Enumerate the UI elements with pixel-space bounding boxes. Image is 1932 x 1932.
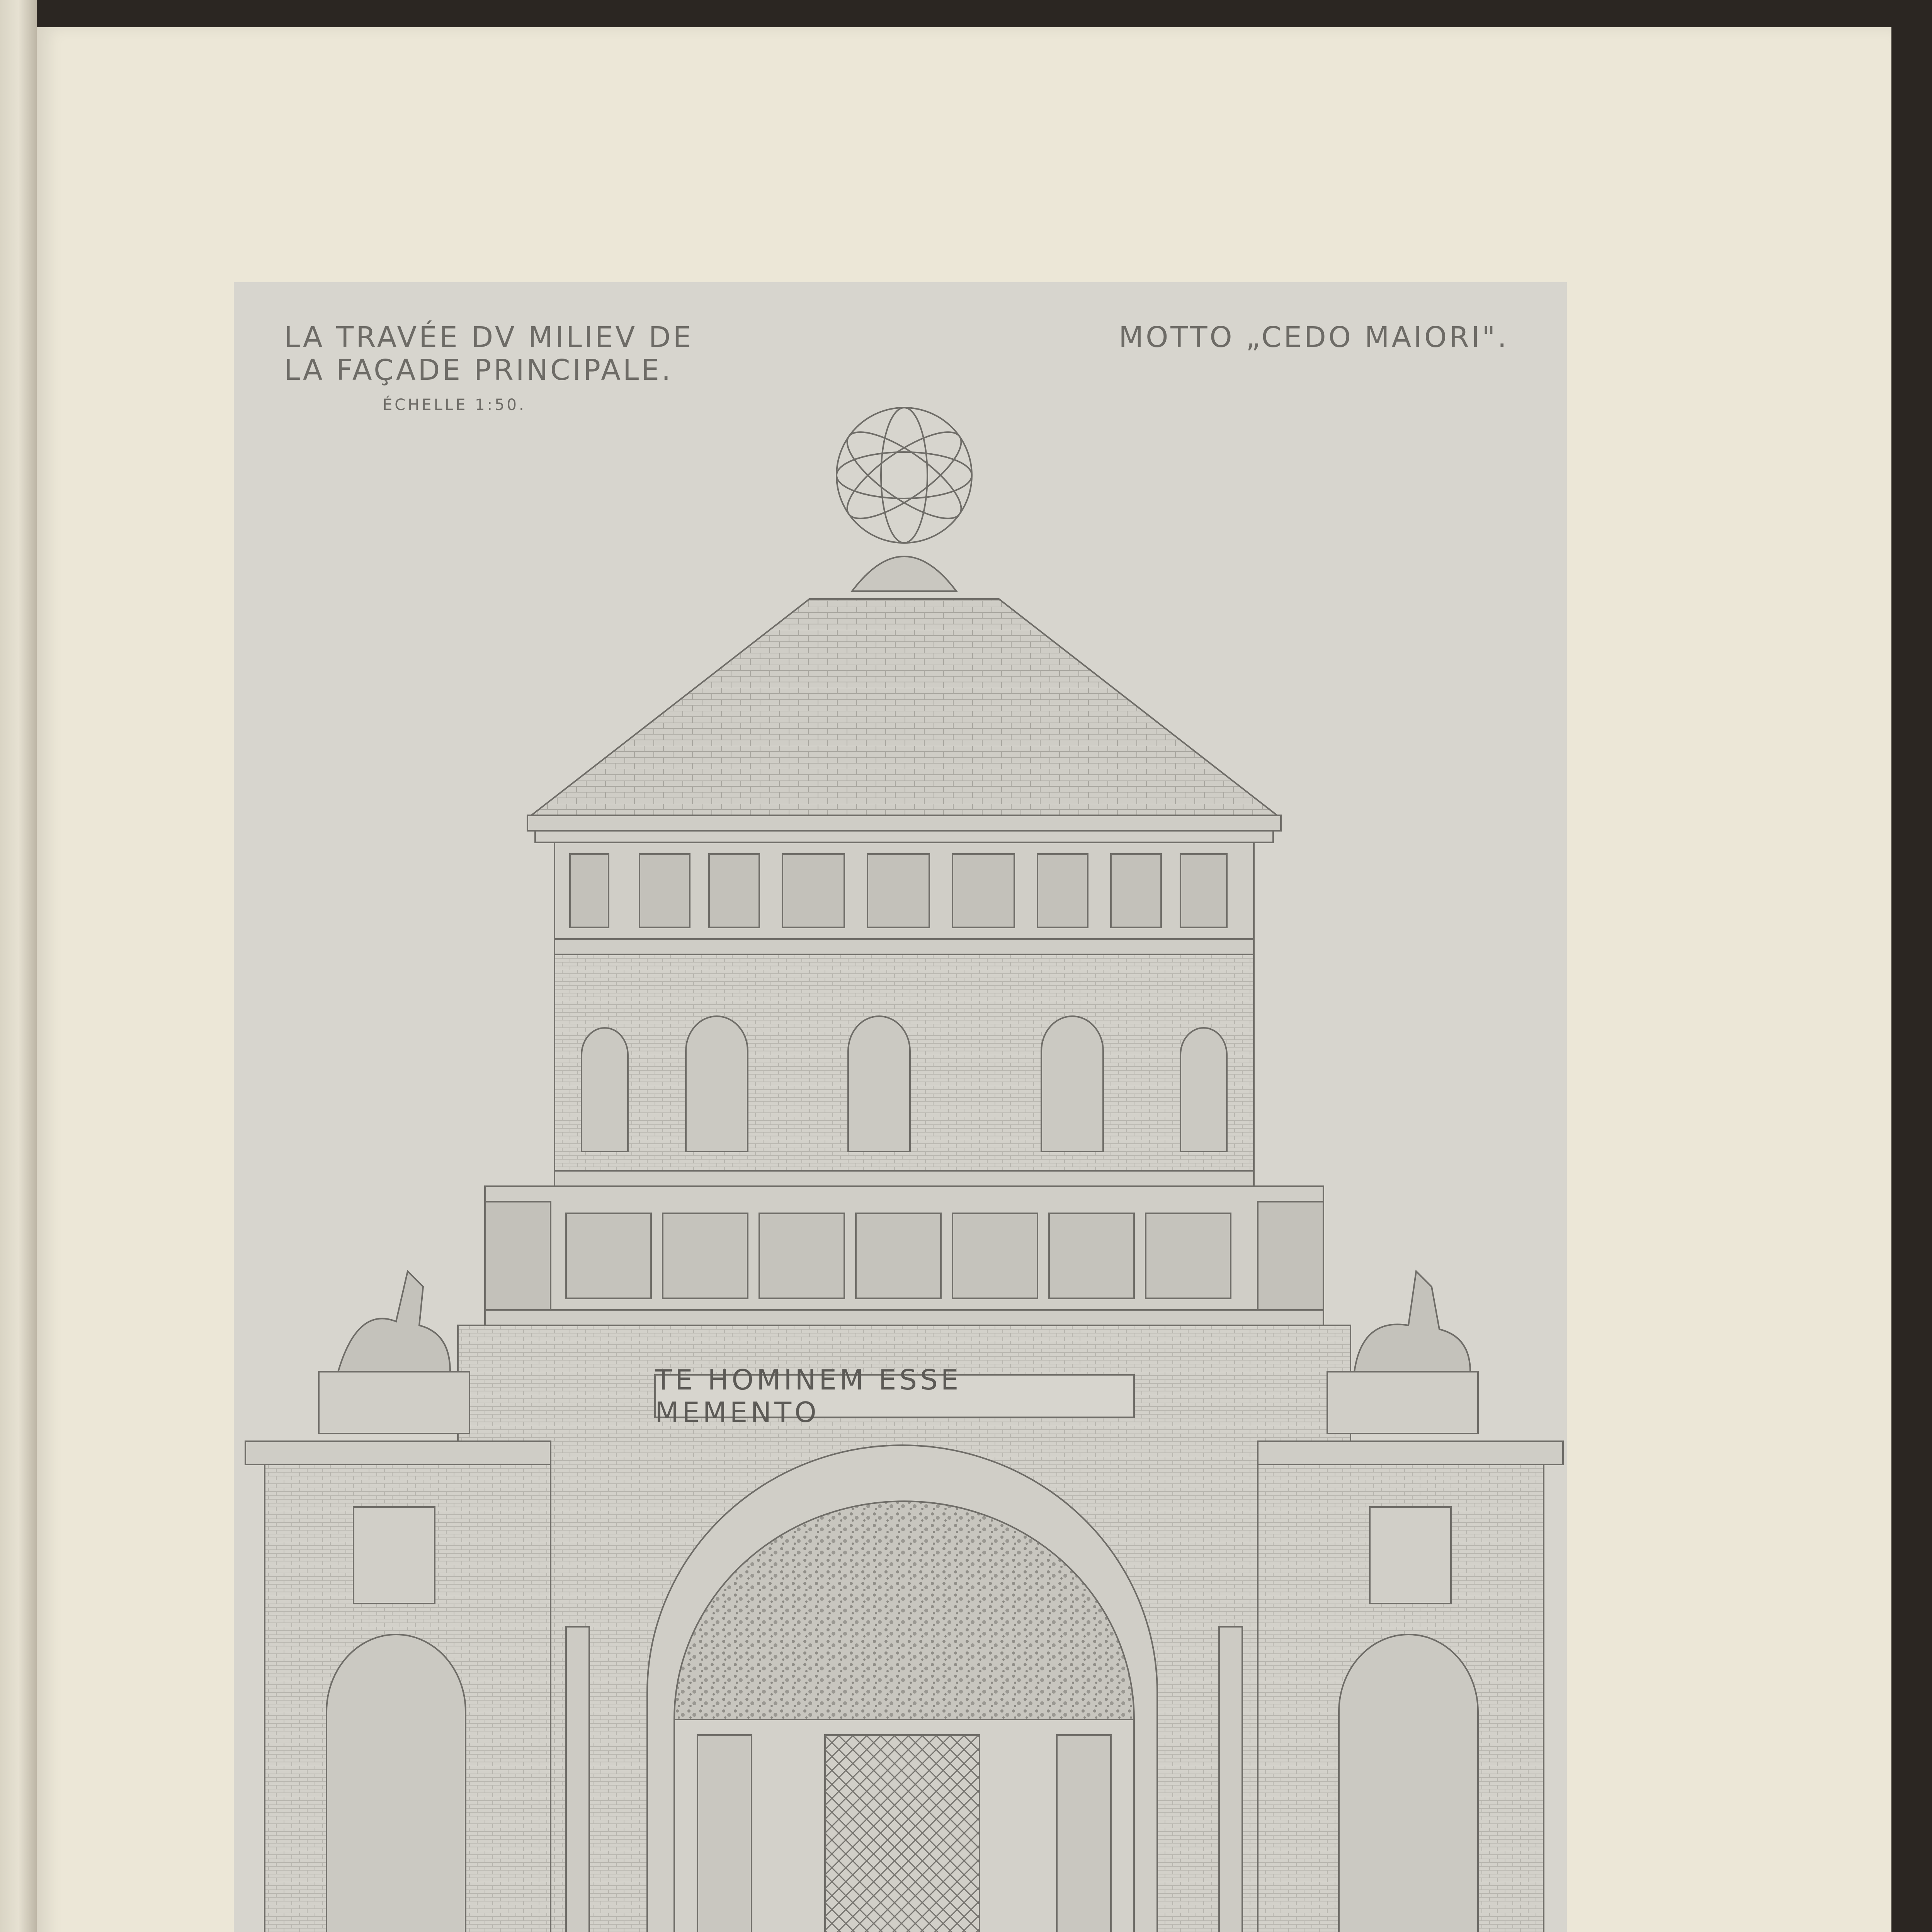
plate-motto: MOTTO „CEDO MAIORI".	[1119, 321, 1509, 354]
facade-inscription: TE HOMINEM ESSE MEMENTO	[655, 1364, 962, 1429]
book-spine-edge	[0, 0, 37, 1932]
heraldic-panels	[566, 1213, 1231, 1298]
equestrian-statue-right	[1354, 1271, 1470, 1372]
plate-title-line1: LA TRAVÉE DV MILIEV DE	[284, 321, 694, 354]
equestrian-statue-left	[338, 1271, 450, 1372]
facade-drawing	[234, 282, 1567, 1932]
architectural-plate	[234, 282, 1567, 1932]
armillary-sphere	[835, 408, 973, 591]
plate-title-line2: LA FAÇADE PRINCIPALE.	[284, 354, 673, 387]
tower-frieze-panels	[570, 854, 1227, 927]
plate-scale: ÉCHELLE 1:50.	[383, 396, 526, 414]
